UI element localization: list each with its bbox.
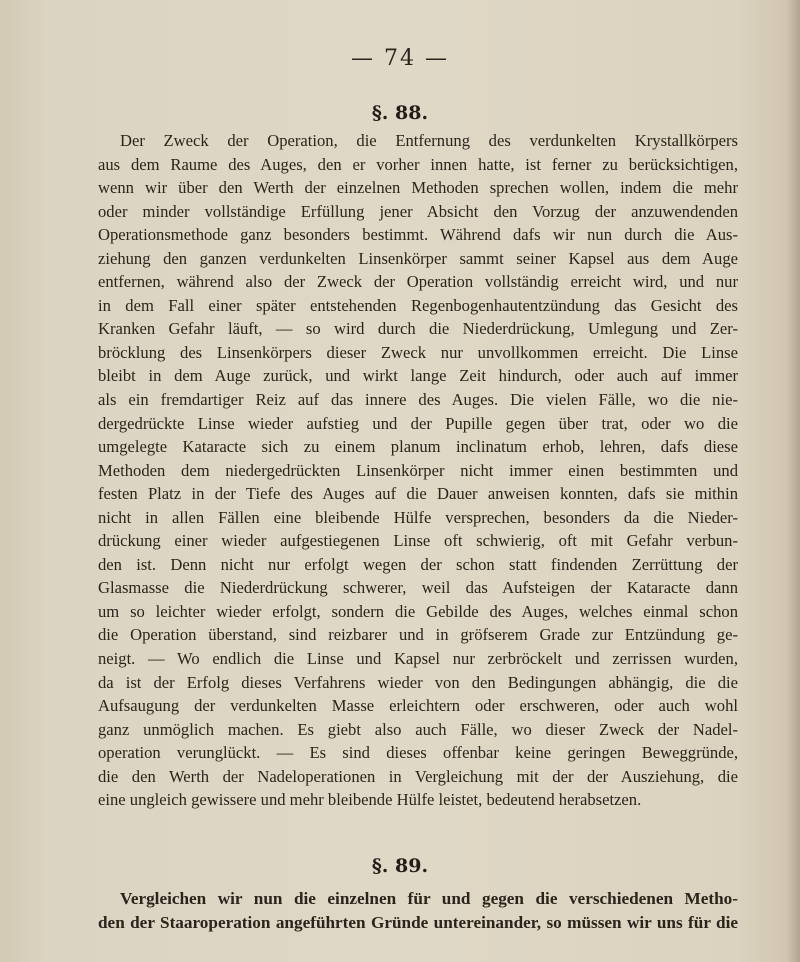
text-line: drückung einer wieder aufgestiegenen Linse oft schwierig, oft mit Gefahr verbun- bbox=[98, 531, 738, 551]
text-line: Kranken Gefahr läuft, — so wird durch die Niederdrückung, Umlegung und Zer- bbox=[98, 319, 738, 339]
text-line: wenn wir über den Werth der einzelnen Methoden sprechen wollen, indem die mehr bbox=[98, 178, 738, 198]
text-line: in dem Fall einer später entstehenden Regenbogenhautentzündung das Gesicht des bbox=[98, 295, 738, 315]
text-line: umgelegte Kataracte sich zu einem planum inclinatum erhob, lehren, dafs diese bbox=[98, 437, 738, 457]
text-line: eine ungleich gewissere und mehr bleibende Hülfe leistet, bedeutend herabsetzen. bbox=[98, 790, 642, 810]
text-line: Glasmasse die Niederdrückung schwerer, weil das Aufsteigen der Kataracte dann bbox=[98, 578, 738, 598]
text-line: ziehung den ganzen verdunkelten Linsenkörper sammt seiner Kapsel aus dem Auge bbox=[98, 248, 738, 268]
text-line: den der Staaroperation angeführten Gründe untereinander, so müssen wir uns für die bbox=[98, 912, 738, 932]
section-89-text bbox=[98, 887, 738, 934]
text-line: bröcklung des Linsenkörpers dieser Zweck nur unvollkommen erreicht. Die Linse bbox=[98, 342, 738, 362]
text-line: da ist der Erfolg dieses Verfahrens wieder von den Bedingungen abhängig, die die bbox=[98, 672, 738, 692]
text-line: neigt. — Wo endlich die Linse und Kapsel nur zerbröckelt und zerrissen wurden, bbox=[98, 649, 738, 669]
text-line: als ein fremdartiger Reiz auf das innere des Auges. Die vielen Fälle, wo die nie- bbox=[98, 390, 738, 410]
section-88-heading: §. 88. bbox=[371, 102, 429, 124]
text-line: die den Werth der Nadeloperationen in Vergleichung mit der der Ausziehung, die bbox=[98, 766, 738, 786]
page-edge-shadow bbox=[786, 0, 800, 962]
text-line: nicht in allen Fällen eine bleibende Hülfe versprechen, besonders da die Nieder- bbox=[98, 507, 738, 527]
text-line: Methoden dem niedergedrückten Linsenkörper nicht immer einen bestimmten und bbox=[98, 460, 738, 480]
text-line: Operationsmethode ganz besonders bestimmt. Während dafs wir nun durch die Aus- bbox=[98, 225, 738, 245]
text-line: dergedrückte Linse wieder aufstieg und der Pupille gegen über trat, oder wo die bbox=[98, 413, 738, 433]
running-head: — 74 — bbox=[351, 46, 449, 71]
text-line: den ist. Denn nicht nur erfolgt wegen der schon statt findenden Zerrüttung der bbox=[98, 554, 738, 574]
text-line: operation verunglückt. — Es sind dieses offenbar keine geringen Beweggründe, bbox=[98, 743, 738, 763]
text-line: Vergleichen wir nun die einzelnen für und gegen die verschiedenen Metho- bbox=[120, 889, 738, 908]
text-line: aus dem Raume des Auges, den er vorher innen hatte, ist ferner zu berücksichtigen, bbox=[98, 154, 738, 174]
text-line: Aufsaugung der verdunkelten Masse erleichtern oder erschweren, oder auch wohl bbox=[98, 696, 738, 716]
text-line: festen Platz in der Tiefe des Auges auf die Dauer anweisen konnten, dafs sie mithin bbox=[98, 484, 738, 504]
text-line: ganz unmöglich machen. Es giebt also auch Fälle, wo dieser Zweck der Nadel- bbox=[98, 719, 738, 739]
text-line: die Operation überstand, sind reizbarer und in gröfserem Grade zur Entzündung ge- bbox=[98, 625, 738, 645]
section-88-text bbox=[98, 129, 738, 812]
text-line: bleibt in dem Auge zurück, und wirkt lange Zeit hindurch, oder auch auf immer bbox=[98, 366, 738, 386]
section-89-heading: §. 89. bbox=[371, 855, 429, 877]
text-line: entfernen, während also der Zweck der Operation vollständig erreicht wird, und nur bbox=[98, 272, 738, 292]
text-line: um so leichter wieder erfolgt, sondern die Gebilde des Auges, welches einmal schon bbox=[98, 601, 738, 621]
text-line: oder minder vollständige Erfüllung jener Absicht den Vorzug der anzuwendenden bbox=[98, 201, 738, 221]
text-line: Der Zweck der Operation, die Entfernung des verdunkelten Krystallkörpers bbox=[120, 131, 738, 150]
